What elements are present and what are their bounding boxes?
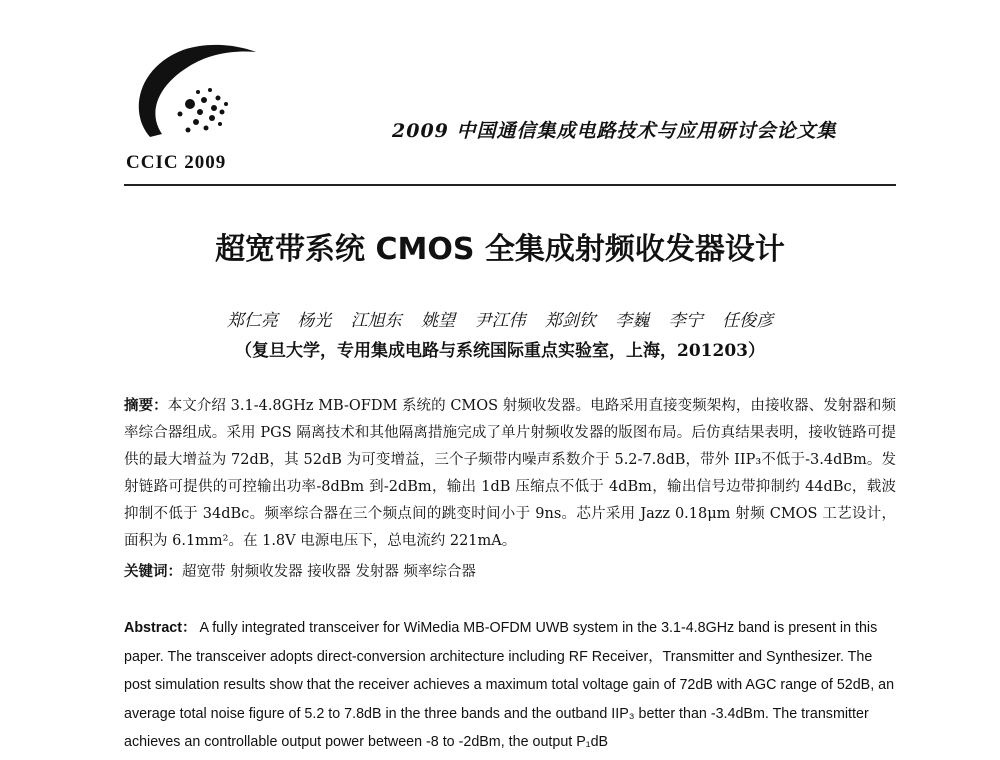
abstract-cn [124, 392, 896, 555]
abstract-cn-label: 摘要： [124, 397, 168, 414]
author-list: 郑仁亮 杨光 江旭东 姚望 尹江伟 郑剑钦 李巍 李宁 任俊彦 [226, 311, 774, 331]
keywords-cn-label: 关键词： [124, 563, 182, 580]
abstract-en-label: Abstract： [124, 620, 197, 636]
ccic-logo-icon [128, 42, 258, 152]
keywords-cn-text: 超宽带 射频收发器 接收器 发射器 频率综合器 [182, 564, 476, 580]
abstract-en [124, 614, 896, 757]
paper-title: 超宽带系统 CMOS 全集成射频收发器设计 [215, 232, 785, 267]
header-divider [124, 184, 896, 186]
logo-text: CCIC 2009 [126, 152, 227, 173]
proceedings-title: 2009 中国通信集成电路技术与应用研讨会论文集 [392, 120, 837, 142]
keywords-cn [124, 558, 896, 586]
affiliation: （复旦大学，专用集成电路与系统国际重点实验室，上海，201203） [235, 341, 765, 361]
abstract-cn-text: 本文介绍 3.1-4.8GHz MB-OFDM 系统的 CMOS 射频收发器。电路采用直接变频架构，由接收器、发射器和频率综合器组成。采用 PGS 隔离技术和其他隔离措施完成了单片射频收发器的版图布局。后仿真结果表明，接收链路可提供的最大增益为 72dB，其 52dB 为可变增益，三个子频带内噪声系数介于 5.2-7.8dB，带外 IIP₃不低于-3.4dBm。发射链路可提供的可控输出功率-8dBm 到-2dBm，输出 1dB 压缩点不低于 4dBm，输出信号边带抑制约 44dBc，载波抑制不低于 34dBc。频率综合器在三个频点间的跳变时间小于 9ns。芯片采用 Jazz 0.18μm 射频 CMOS 工艺设计，面积为 6.1mm²。在 1.8V 电源电压下，总电流约 221mA。 [124, 398, 896, 549]
abstract-en-text: A fully integrated transceiver for WiMedia MB-OFDM UWB system in the 3.1-4.8GHz band is present in this paper. The transceiver adopts direct-conversion architecture including RF Receiver，Transmitter and Synthesizer. The post simulation results show that the receiver achieves a maximum total voltage gain of 72dB with AGC range of 52dB, an average total noise figure of 5.2 to 7.8dB in the three bands and the outband IIP₃ better than -3.4dBm. The transmitter achieves an controllable output power between -8 to -2dBm, the output P₁dB [124, 620, 895, 750]
